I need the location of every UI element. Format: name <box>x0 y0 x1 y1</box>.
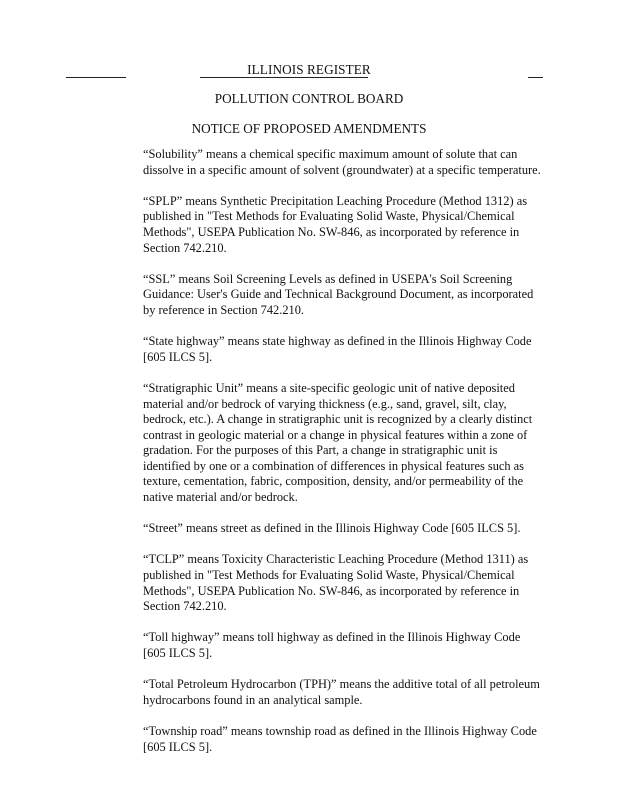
definition-toll-highway: “Toll highway” means toll highway as defined in the Illinois Highway Code [605 ILCS 5]. <box>143 630 521 660</box>
definitions-list <box>143 147 543 771</box>
definition-ssl: “SSL” means Soil Screening Levels as defined in USEPA's Soil Screening Guidance: User's Guide and Technical Background Document, as incorporated by reference in Section 742.210. <box>143 271 534 317</box>
definition-stratigraphic-unit: “Stratigraphic Unit” means a site-specific geologic unit of native deposited material and/or bedrock of varying thickness (e.g., sand, gravel, silt, clay, bedrock, etc.). A change in stratigraphic unit is recognized by a clearly distinct contrast in geologic material or a change in physical features within a zone of gradation. For the purposes of this Part, a change in stratigraphic unit is identified by one or a combination of differences in physical features such as texture, cementation, fabric, composition, density, and/or permeability of the native material and/or bedrock. <box>143 380 533 505</box>
board-name: POLLUTION CONTROL BOARD <box>214 91 404 106</box>
register-title: ILLINOIS REGISTER <box>247 62 371 77</box>
definition-tph: “Total Petroleum Hydrocarbon (TPH)” means the additive total of all petroleum hydrocarbons found in an analytical sample. <box>143 677 540 707</box>
definition-street: “Street” means street as defined in the Illinois Highway Code [605 ILCS 5]. <box>143 521 521 536</box>
definition-township-road: “Township road” means township road as defined in the Illinois Highway Code [605 ILCS 5]. <box>143 723 537 754</box>
definition-splp: “SPLP” means Synthetic Precipitation Leaching Procedure (Method 1312) as published in "Test Methods for Evaluating Solid Waste, Physical/Chemical Methods", USEPA Publication No. SW-846, as incorporated by reference in Section 742.210. <box>143 193 528 255</box>
definition-state-highway: “State highway” means state highway as defined in the Illinois Highway Code [605 ILCS 5]. <box>143 334 532 364</box>
notice-title: NOTICE OF PROPOSED AMENDMENTS <box>191 121 427 136</box>
definition-tclp: “TCLP” means Toxicity Characteristic Leaching Procedure (Method 1311) as published in "Test Methods for Evaluating Solid Waste, Physical/Chemical Methods", USEPA Publication No. SW-846, as incorporated by reference in Section 742.210. <box>143 552 529 614</box>
definition-solubility: “Solubility” means a chemical specific maximum amount of solute that can dissolve in a specific amount of solvent (groundwater) at a specific temperature. <box>143 147 541 177</box>
